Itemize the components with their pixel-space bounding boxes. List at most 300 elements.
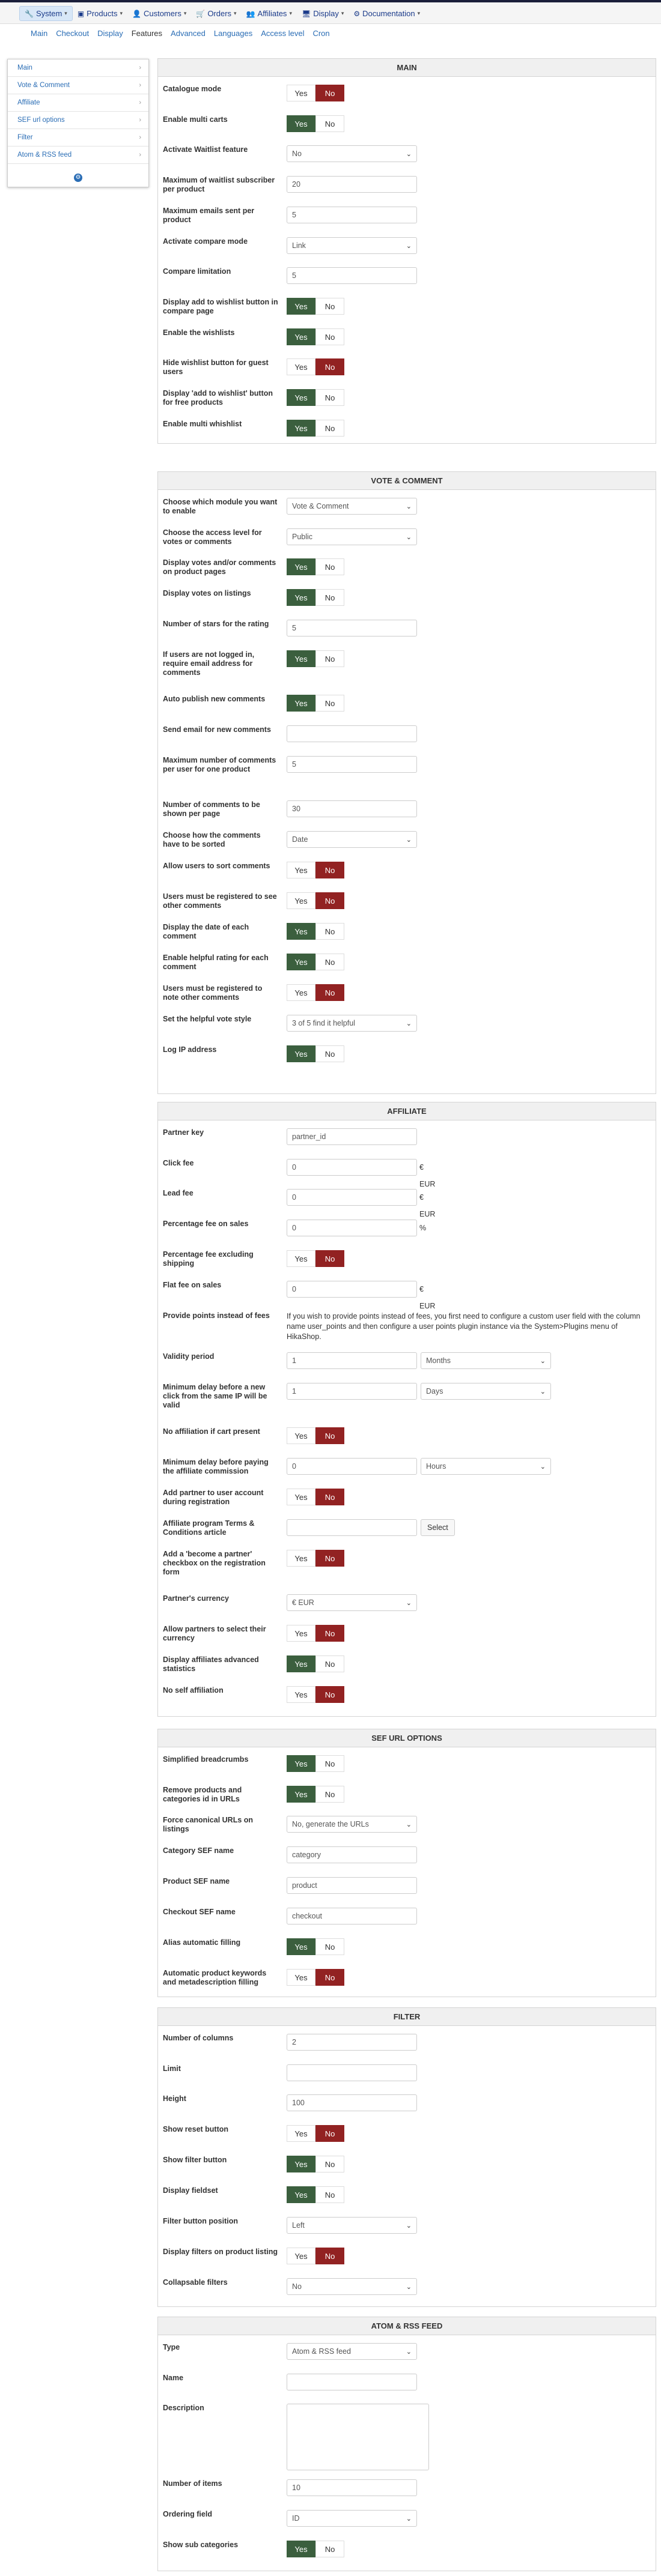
setting-control [287,2510,417,2527]
select-value: Atom & RSS feed [292,2347,351,2356]
yes-no-toggle[interactable] [287,115,344,132]
yes-no-toggle[interactable] [287,389,344,406]
setting-label: Hide wishlist button for guest users [163,358,269,376]
setting-label: Number of items [163,2479,222,2488]
yes-no-toggle[interactable] [287,1938,344,1955]
settings-icon[interactable]: ⚙ [74,174,82,182]
setting-row-display-the-date-of-each-comment [158,923,656,952]
setting-control [287,923,344,940]
setting-control [287,1128,417,1145]
yes-button[interactable]: Yes [287,2186,315,2203]
yes-no-toggle[interactable] [287,2186,344,2203]
menu-item-orders[interactable] [191,6,241,21]
yes-no-toggle[interactable] [287,558,344,575]
chevron-right-icon: › [139,116,141,124]
text-input[interactable] [287,1159,417,1176]
text-input[interactable] [287,1519,417,1536]
setting-label: Choose which module you want to enable [163,498,278,515]
setting-row-auto-publish-new-comments [158,695,656,724]
tab-main[interactable]: Main [31,29,48,38]
yes-button[interactable]: Yes [287,862,315,878]
yes-button[interactable]: Yes [287,1655,315,1672]
setting-label: Display 'add to wishlist' button for free products [163,389,273,407]
yes-button[interactable]: Yes [287,2125,315,2142]
text-input[interactable] [287,725,417,742]
yes-no-toggle[interactable] [287,1755,344,1772]
yes-button[interactable]: Yes [287,1427,315,1444]
setting-label: Lead fee [163,1189,193,1197]
yes-button[interactable]: Yes [287,1755,315,1772]
setting-row-maximum-number-of-comments-per-user-for-one-product [158,756,656,785]
no-button[interactable]: No [315,695,344,712]
setting-label: Maximum emails sent per product [163,207,255,224]
menu-item-system[interactable] [19,6,73,21]
sidebar-item-vote-comment[interactable] [8,77,148,94]
setting-row-number-of-items [158,2479,656,2508]
setting-label: Show filter button [163,2156,227,2164]
section-vote-comment [157,471,656,1094]
yes-no-toggle[interactable] [287,1427,344,1444]
setting-control [287,1427,344,1444]
setting-label: Height [163,2094,186,2103]
section-sef-url-options [157,1729,656,1997]
no-button[interactable]: No [315,2125,344,2142]
yes-button[interactable]: Yes [287,115,315,132]
text-input[interactable] [287,620,417,636]
setting-row-partner-s-currency [158,1594,656,1623]
setting-row-no-affiliation-if-cart-present [158,1427,656,1456]
yes-no-toggle[interactable] [287,923,344,940]
setting-control [287,954,344,970]
setting-control [287,2125,344,2142]
no-button[interactable]: No [315,1625,344,1642]
yes-button[interactable]: Yes [287,558,315,575]
no-button[interactable]: No [315,1427,344,1444]
setting-row-activate-compare-mode [158,237,656,266]
yes-no-toggle[interactable] [287,892,344,909]
no-button[interactable]: No [315,1250,344,1267]
unit-label: € EUR [419,1193,436,1218]
yes-button[interactable]: Yes [287,328,315,345]
section-title: SEF URL OPTIONS [158,1729,656,1747]
setting-row-compare-limitation [158,267,656,296]
no-button[interactable]: No [315,1550,344,1567]
sidebar-item-main[interactable] [8,59,148,77]
input-value: 100 [292,2099,305,2107]
setting-row-allow-users-to-sort-comments [158,862,656,890]
select-dropdown[interactable] [287,2217,417,2234]
yes-no-toggle[interactable] [287,1969,344,1986]
setting-row-allow-partners-to-select-their-currency [158,1625,656,1654]
yes-button[interactable]: Yes [287,695,315,712]
section-main [157,58,656,444]
setting-row-catalogue-mode [158,85,656,113]
select-dropdown[interactable] [287,1594,417,1611]
menu-item-customers[interactable] [127,6,191,21]
no-button[interactable]: No [315,589,344,606]
setting-control [287,528,417,545]
setting-label: Users must be registered to note other comments [163,984,263,1002]
tab-display[interactable]: Display [97,29,123,38]
input-value: 0 [292,1163,296,1172]
no-button[interactable]: No [315,1755,344,1772]
yes-button[interactable]: Yes [287,589,315,606]
section-title: FILTER [158,2008,656,2026]
setting-row-choose-the-access-level-for-votes-or-comments [158,528,656,557]
no-button[interactable]: No [315,984,344,1001]
setting-control [287,145,417,162]
yes-no-toggle[interactable] [287,1250,344,1267]
setting-control [287,984,344,1001]
setting-row-maximum-emails-sent-per-product [158,207,656,235]
yes-button[interactable]: Yes [287,85,315,101]
yes-no-toggle[interactable] [287,1655,344,1672]
setting-row-send-email-for-new-comments [158,725,656,754]
text-input[interactable] [287,756,417,773]
setting-row-hide-wishlist-button-for-guest-users [158,358,656,387]
chevron-right-icon: › [139,99,141,106]
yes-no-toggle[interactable] [287,85,344,101]
text-input[interactable] [287,1383,417,1400]
select-dropdown[interactable] [287,1816,417,1833]
text-input[interactable] [287,1189,417,1206]
yes-button[interactable]: Yes [287,2248,315,2264]
setting-row-force-canonical-urls-on-listings [158,1816,656,1845]
menu-item-label: Orders [207,9,232,18]
select-dropdown[interactable] [287,528,417,545]
yes-no-toggle[interactable] [287,2248,344,2264]
setting-control [287,1220,427,1236]
setting-control [287,892,344,909]
yes-no-toggle[interactable] [287,2541,344,2557]
setting-control [287,498,417,515]
yes-button[interactable]: Yes [287,1786,315,1803]
text-input[interactable] [287,207,417,223]
no-button[interactable]: No [315,558,344,575]
unit-label: % [419,1224,427,1232]
no-button[interactable]: No [315,2156,344,2172]
setting-control [287,620,417,636]
setting-control [287,1686,344,1703]
yes-button[interactable]: Yes [287,1489,315,1505]
setting-control [287,831,417,848]
setting-control [287,1281,436,1310]
setting-row-activate-waitlist-feature [158,145,656,174]
sidebar-item-affiliate[interactable] [8,94,148,112]
tab-checkout[interactable]: Checkout [56,29,90,38]
yes-no-toggle[interactable] [287,862,344,878]
select-dropdown[interactable] [287,237,417,254]
select-dropdown[interactable] [287,2343,417,2360]
setting-row-maximum-of-waitlist-subscriber-per-product [158,176,656,205]
no-button[interactable]: No [315,892,344,909]
chevron-right-icon: › [139,64,141,71]
yes-no-toggle[interactable] [287,1786,344,1803]
setting-label: Show sub categories [163,2541,239,2549]
setting-label: Maximum number of comments per user for one product [163,756,276,773]
setting-control [287,756,417,773]
setting-control [287,589,344,606]
yes-no-toggle[interactable] [287,420,344,437]
yes-no-toggle[interactable] [287,1550,344,1567]
setting-control [287,1877,417,1894]
sidebar-item-label: SEF url options [17,116,65,124]
yes-button[interactable]: Yes [287,1550,315,1567]
yes-no-toggle[interactable] [287,695,344,712]
yes-no-toggle[interactable] [287,328,344,345]
select-value: 3 of 5 find it helpful [292,1019,355,1027]
setting-control [287,207,417,223]
no-button[interactable]: No [315,1489,344,1505]
no-button[interactable]: No [315,389,344,406]
section-title: VOTE & COMMENT [158,472,656,490]
setting-row-show-sub-categories [158,2541,656,2569]
setting-label: Number of columns [163,2034,234,2042]
text-input[interactable] [287,2479,417,2496]
text-input[interactable] [287,1281,417,1298]
yes-button[interactable]: Yes [287,1625,315,1642]
setting-row-height [158,2094,656,2123]
menu-item-label: Products [87,9,118,18]
no-button[interactable]: No [315,650,344,667]
tab-cron[interactable]: Cron [312,29,330,38]
no-button[interactable]: No [315,115,344,132]
no-button[interactable]: No [315,1938,344,1955]
text-input[interactable] [287,1908,417,1924]
tab-features[interactable]: Features [131,29,163,38]
menu-item-display[interactable] [297,6,349,21]
text-input[interactable] [287,800,417,817]
setting-label: Log IP address [163,1045,217,1054]
setting-label: Percentage fee on sales [163,1220,249,1228]
chevron-right-icon: › [139,82,141,89]
tab-languages[interactable]: Languages [213,29,253,38]
yes-no-toggle[interactable] [287,1686,344,1703]
setting-row-display-filters-on-product-listing [158,2248,656,2276]
setting-row-validity-period [158,1352,656,1381]
yes-no-toggle[interactable] [287,2156,344,2172]
yes-button[interactable]: Yes [287,358,315,375]
select-dropdown[interactable] [287,2510,417,2527]
yes-button[interactable]: Yes [287,1686,315,1703]
setting-row-users-must-be-registered-to-note-other-comments [158,984,656,1013]
setting-label: Display filters on product listing [163,2248,278,2256]
no-button[interactable]: No [315,298,344,315]
input-value: 10 [292,2484,300,2492]
unit-select[interactable] [421,1352,551,1369]
yes-button[interactable]: Yes [287,2156,315,2172]
select-dropdown[interactable] [287,1015,417,1032]
yes-no-toggle[interactable] [287,1489,344,1505]
no-button[interactable]: No [315,1655,344,1672]
setting-label: Name [163,2374,184,2382]
tab-advanced[interactable]: Advanced [171,29,206,38]
setting-control [287,2217,417,2234]
no-button[interactable]: No [315,923,344,940]
unit-select[interactable] [421,1458,551,1475]
setting-control [287,389,344,406]
yes-button[interactable]: Yes [287,1938,315,1955]
unit-label: € EUR [419,1163,436,1188]
setting-control [287,1159,436,1188]
no-button[interactable]: No [315,328,344,345]
setting-row-number-of-comments-to-be-shown-per-page [158,800,656,829]
yes-button[interactable]: Yes [287,984,315,1001]
no-button[interactable]: No [315,1686,344,1703]
yes-no-toggle[interactable] [287,984,344,1001]
main-menu [19,6,425,21]
textarea-input[interactable] [287,2404,429,2470]
yes-no-toggle[interactable] [287,298,344,315]
menu-item-documentation[interactable] [349,6,425,21]
menu-item-products[interactable] [73,6,127,21]
select-value: Link [292,241,306,250]
setting-control [287,85,344,101]
setting-control [287,2278,417,2295]
text-input[interactable] [287,1128,417,1145]
yes-button[interactable]: Yes [287,389,315,406]
setting-row-no-self-affiliation [158,1686,656,1715]
no-button[interactable]: No [315,1045,344,1062]
no-button[interactable]: No [315,358,344,375]
setting-label: Display votes on listings [163,589,251,597]
setting-label: Allow partners to select their currency [163,1625,266,1642]
setting-row-choose-which-module-you-want-to-enable [158,498,656,527]
setting-control [287,237,417,254]
setting-label: Number of stars for the rating [163,620,269,628]
no-button[interactable]: No [315,954,344,970]
setting-control [287,2374,417,2390]
yes-button[interactable]: Yes [287,892,315,909]
no-button[interactable]: No [315,85,344,101]
setting-label: Auto publish new comments [163,695,266,703]
select-value: € EUR [292,1598,314,1607]
setting-row-add-a-become-a-partner-checkbox-on-the-registration-form [158,1550,656,1579]
no-button[interactable]: No [315,1969,344,1986]
yes-no-toggle[interactable] [287,1625,344,1642]
input-value: 0 [292,1193,296,1202]
chevron-down-icon: ⌄ [406,836,412,844]
caret-down-icon: ▾ [120,10,123,16]
setting-row-display-add-to-wishlist-button-for-free-products [158,389,656,418]
text-input[interactable] [287,1458,417,1475]
select-dropdown[interactable] [287,498,417,515]
text-input[interactable] [287,2094,417,2111]
setting-row-enable-multi-whishlist [158,420,656,449]
yes-button[interactable]: Yes [287,298,315,315]
yes-button[interactable]: Yes [287,923,315,940]
chevron-right-icon: › [139,134,141,141]
sidebar-item-sef-url-options[interactable] [8,112,148,129]
setting-label: Add partner to user account during registration [163,1489,264,1506]
no-button[interactable]: No [315,2186,344,2203]
setting-label: Display add to wishlist button in compare page [163,298,278,315]
select-dropdown[interactable] [287,145,417,162]
setting-control [287,1755,344,1772]
text-input[interactable] [287,1220,417,1236]
setting-row-product-sef-name [158,1877,656,1906]
setting-row-users-must-be-registered-to-see-other-comments [158,892,656,921]
menu-item-affiliates[interactable] [242,6,297,21]
no-button[interactable]: No [315,420,344,437]
text-input[interactable] [287,2034,417,2051]
yes-no-toggle[interactable] [287,358,344,375]
select-value: Vote & Comment [292,502,349,510]
no-button[interactable]: No [315,2248,344,2264]
section-sidebar [7,59,149,187]
yes-button[interactable]: Yes [287,2541,315,2557]
yes-button[interactable]: Yes [287,420,315,437]
menu-item-label: Display [313,9,339,18]
yes-button[interactable]: Yes [287,1250,315,1267]
sidebar-item-filter[interactable] [8,129,148,147]
select-value: Public [292,533,313,541]
caret-down-icon: ▾ [417,10,421,16]
setting-row-automatic-product-keywords-and-metadescription-filling [158,1969,656,1998]
setting-control [287,115,344,132]
setting-control [287,1816,417,1833]
no-button[interactable]: No [315,862,344,878]
setting-row-display-votes-and-or-comments-on-product-pages [158,558,656,587]
select-button[interactable]: Select [421,1519,455,1536]
setting-row-type [158,2343,656,2372]
setting-label: Category SEF name [163,1846,234,1855]
text-input[interactable] [287,1877,417,1894]
yes-no-toggle[interactable] [287,2125,344,2142]
setting-row-category-sef-name [158,1846,656,1875]
setting-row-show-reset-button [158,2125,656,2154]
yes-no-toggle[interactable] [287,954,344,970]
setting-control [287,2156,344,2172]
yes-button[interactable]: Yes [287,954,315,970]
text-input[interactable] [287,2064,417,2081]
no-button[interactable]: No [315,1786,344,1803]
setting-control [287,1189,436,1218]
section-atom-rss-feed [157,2317,656,2571]
unit-select[interactable] [421,1383,551,1400]
setting-control [287,1846,417,1863]
yes-no-toggle[interactable] [287,589,344,606]
input-value: 5 [292,760,296,769]
text-input[interactable] [287,267,417,284]
setting-row-enable-multi-carts [158,115,656,144]
select-dropdown[interactable] [287,831,417,848]
input-value: 5 [292,271,296,280]
setting-label: Send email for new comments [163,725,271,734]
text-input[interactable] [287,2374,417,2390]
setting-row-provide-points-instead-of-fees [158,1311,656,1340]
tab-access-level[interactable]: Access level [261,29,305,38]
yes-no-toggle[interactable] [287,650,344,667]
yes-button[interactable]: Yes [287,1969,315,1986]
setting-control [287,2404,429,2470]
select-dropdown[interactable] [287,2278,417,2295]
setting-label: Ordering field [163,2510,212,2518]
setting-row-enable-the-wishlists [158,328,656,357]
setting-label: Filter button position [163,2217,238,2225]
text-input[interactable] [287,1846,417,1863]
text-input[interactable] [287,1352,417,1369]
yes-button[interactable]: Yes [287,1045,315,1062]
yes-button[interactable]: Yes [287,650,315,667]
menu-item-label: Documentation [362,9,415,18]
sidebar-item-atom-rss-feed[interactable] [8,147,148,164]
setting-label: Percentage fee excluding shipping [163,1250,254,1268]
setting-row-flat-fee-on-sales [158,1281,656,1310]
yes-no-toggle[interactable] [287,1045,344,1062]
no-button[interactable]: No [315,2541,344,2557]
text-input[interactable] [287,176,417,193]
